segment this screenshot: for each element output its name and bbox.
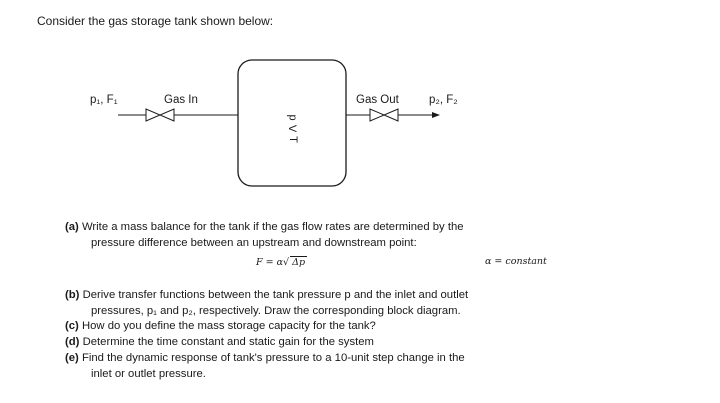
outlet-valve-icon: [370, 109, 398, 121]
problem-intro: Consider the gas storage tank shown below:: [37, 14, 274, 28]
outlet-label: Gas Out: [356, 94, 399, 106]
flow-formula: F = α√ Δp: [256, 257, 306, 268]
question-a-marker: (a): [65, 221, 79, 233]
question-e-line2: inlet or outlet pressure.: [91, 368, 206, 380]
tank-variables: [282, 112, 302, 145]
question-a-line2: pressure difference between an upstream and downstream point:: [91, 237, 417, 249]
question-a-line1: (a) Write a mass balance for the tank if the gas flow rates are determined by the: [65, 221, 464, 233]
tank-var-temperature: T: [286, 136, 299, 143]
inlet-label: Gas In: [164, 94, 198, 106]
question-b-marker: (b): [65, 289, 80, 301]
inlet-valve-icon: [146, 109, 174, 121]
alpha-constant-formula: α = constant: [485, 256, 547, 267]
question-d-marker: (d): [65, 336, 80, 348]
question-e-marker: (e): [65, 352, 79, 364]
question-e-line1: (e) Find the dynamic response of tank's pressure to a 10-unit step change in the: [65, 352, 465, 364]
question-b-line2: pressures, p₁ and p₂, respectively. Draw the corresponding block diagram.: [91, 305, 461, 317]
question-b-line1: (b) Derive transfer functions between the tank pressure p and the inlet and outlet: [65, 289, 469, 301]
tank-var-volume: V: [286, 124, 299, 133]
outlet-arrow-icon: [432, 112, 440, 118]
question-c-marker: (c): [65, 320, 79, 332]
question-d: (d) Determine the time constant and static gain for the system: [65, 336, 374, 348]
question-c: (c) How do you define the mass storage capacity for the tank?: [65, 320, 376, 332]
inlet-variables: p₁, F₁: [90, 94, 118, 106]
tank-var-pressure: p: [286, 114, 299, 121]
outlet-variables: p₂, F₂: [429, 94, 458, 106]
